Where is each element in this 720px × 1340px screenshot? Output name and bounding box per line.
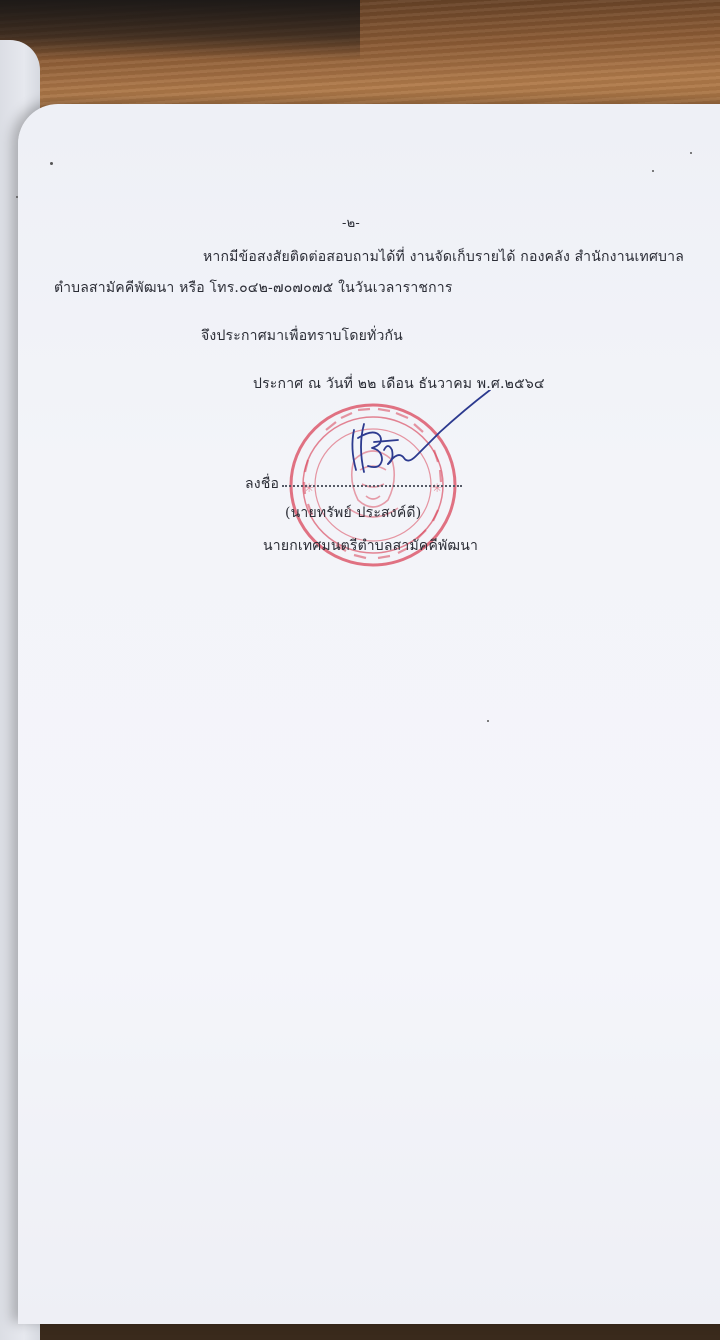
handwritten-signature (330, 390, 500, 500)
signature-label: ลงชื่อ (245, 476, 280, 492)
signer-name: (นายทรัพย์ ประสงค์ดี) (285, 505, 422, 521)
contact-paragraph-line-1: หากมีข้อสงสัยติดต่อสอบถามได้ที่ งานจัดเก็บรายได้ กองคลัง สำนักงานเทศบาล (203, 249, 684, 265)
signature-line (282, 485, 462, 487)
announcement-line: จึงประกาศมาเพื่อทราบโดยทั่วกัน (201, 328, 403, 344)
page-number: -๒- (342, 216, 360, 231)
date-line: ประกาศ ณ วันที่ ๒๒ เดือน ธันวาคม พ.ศ.๒๕๖๔ (253, 376, 545, 392)
paper-speck (652, 170, 654, 172)
paper-speck (690, 152, 692, 154)
signer-title: นายกเทศมนตรีตำบลสามัคคีพัฒนา (263, 538, 479, 554)
svg-text:✳: ✳ (304, 481, 315, 495)
paper-speck (16, 196, 18, 198)
shadow-corner (0, 0, 360, 60)
svg-text:✳: ✳ (432, 481, 443, 495)
paper-speck (487, 720, 489, 722)
contact-paragraph-line-2: ตำบลสามัคคีพัฒนา หรือ โทร.๐๔๒-๗๐๗๐๗๕ ในวันเวลาราชการ (54, 280, 453, 296)
paper-speck (50, 162, 53, 165)
